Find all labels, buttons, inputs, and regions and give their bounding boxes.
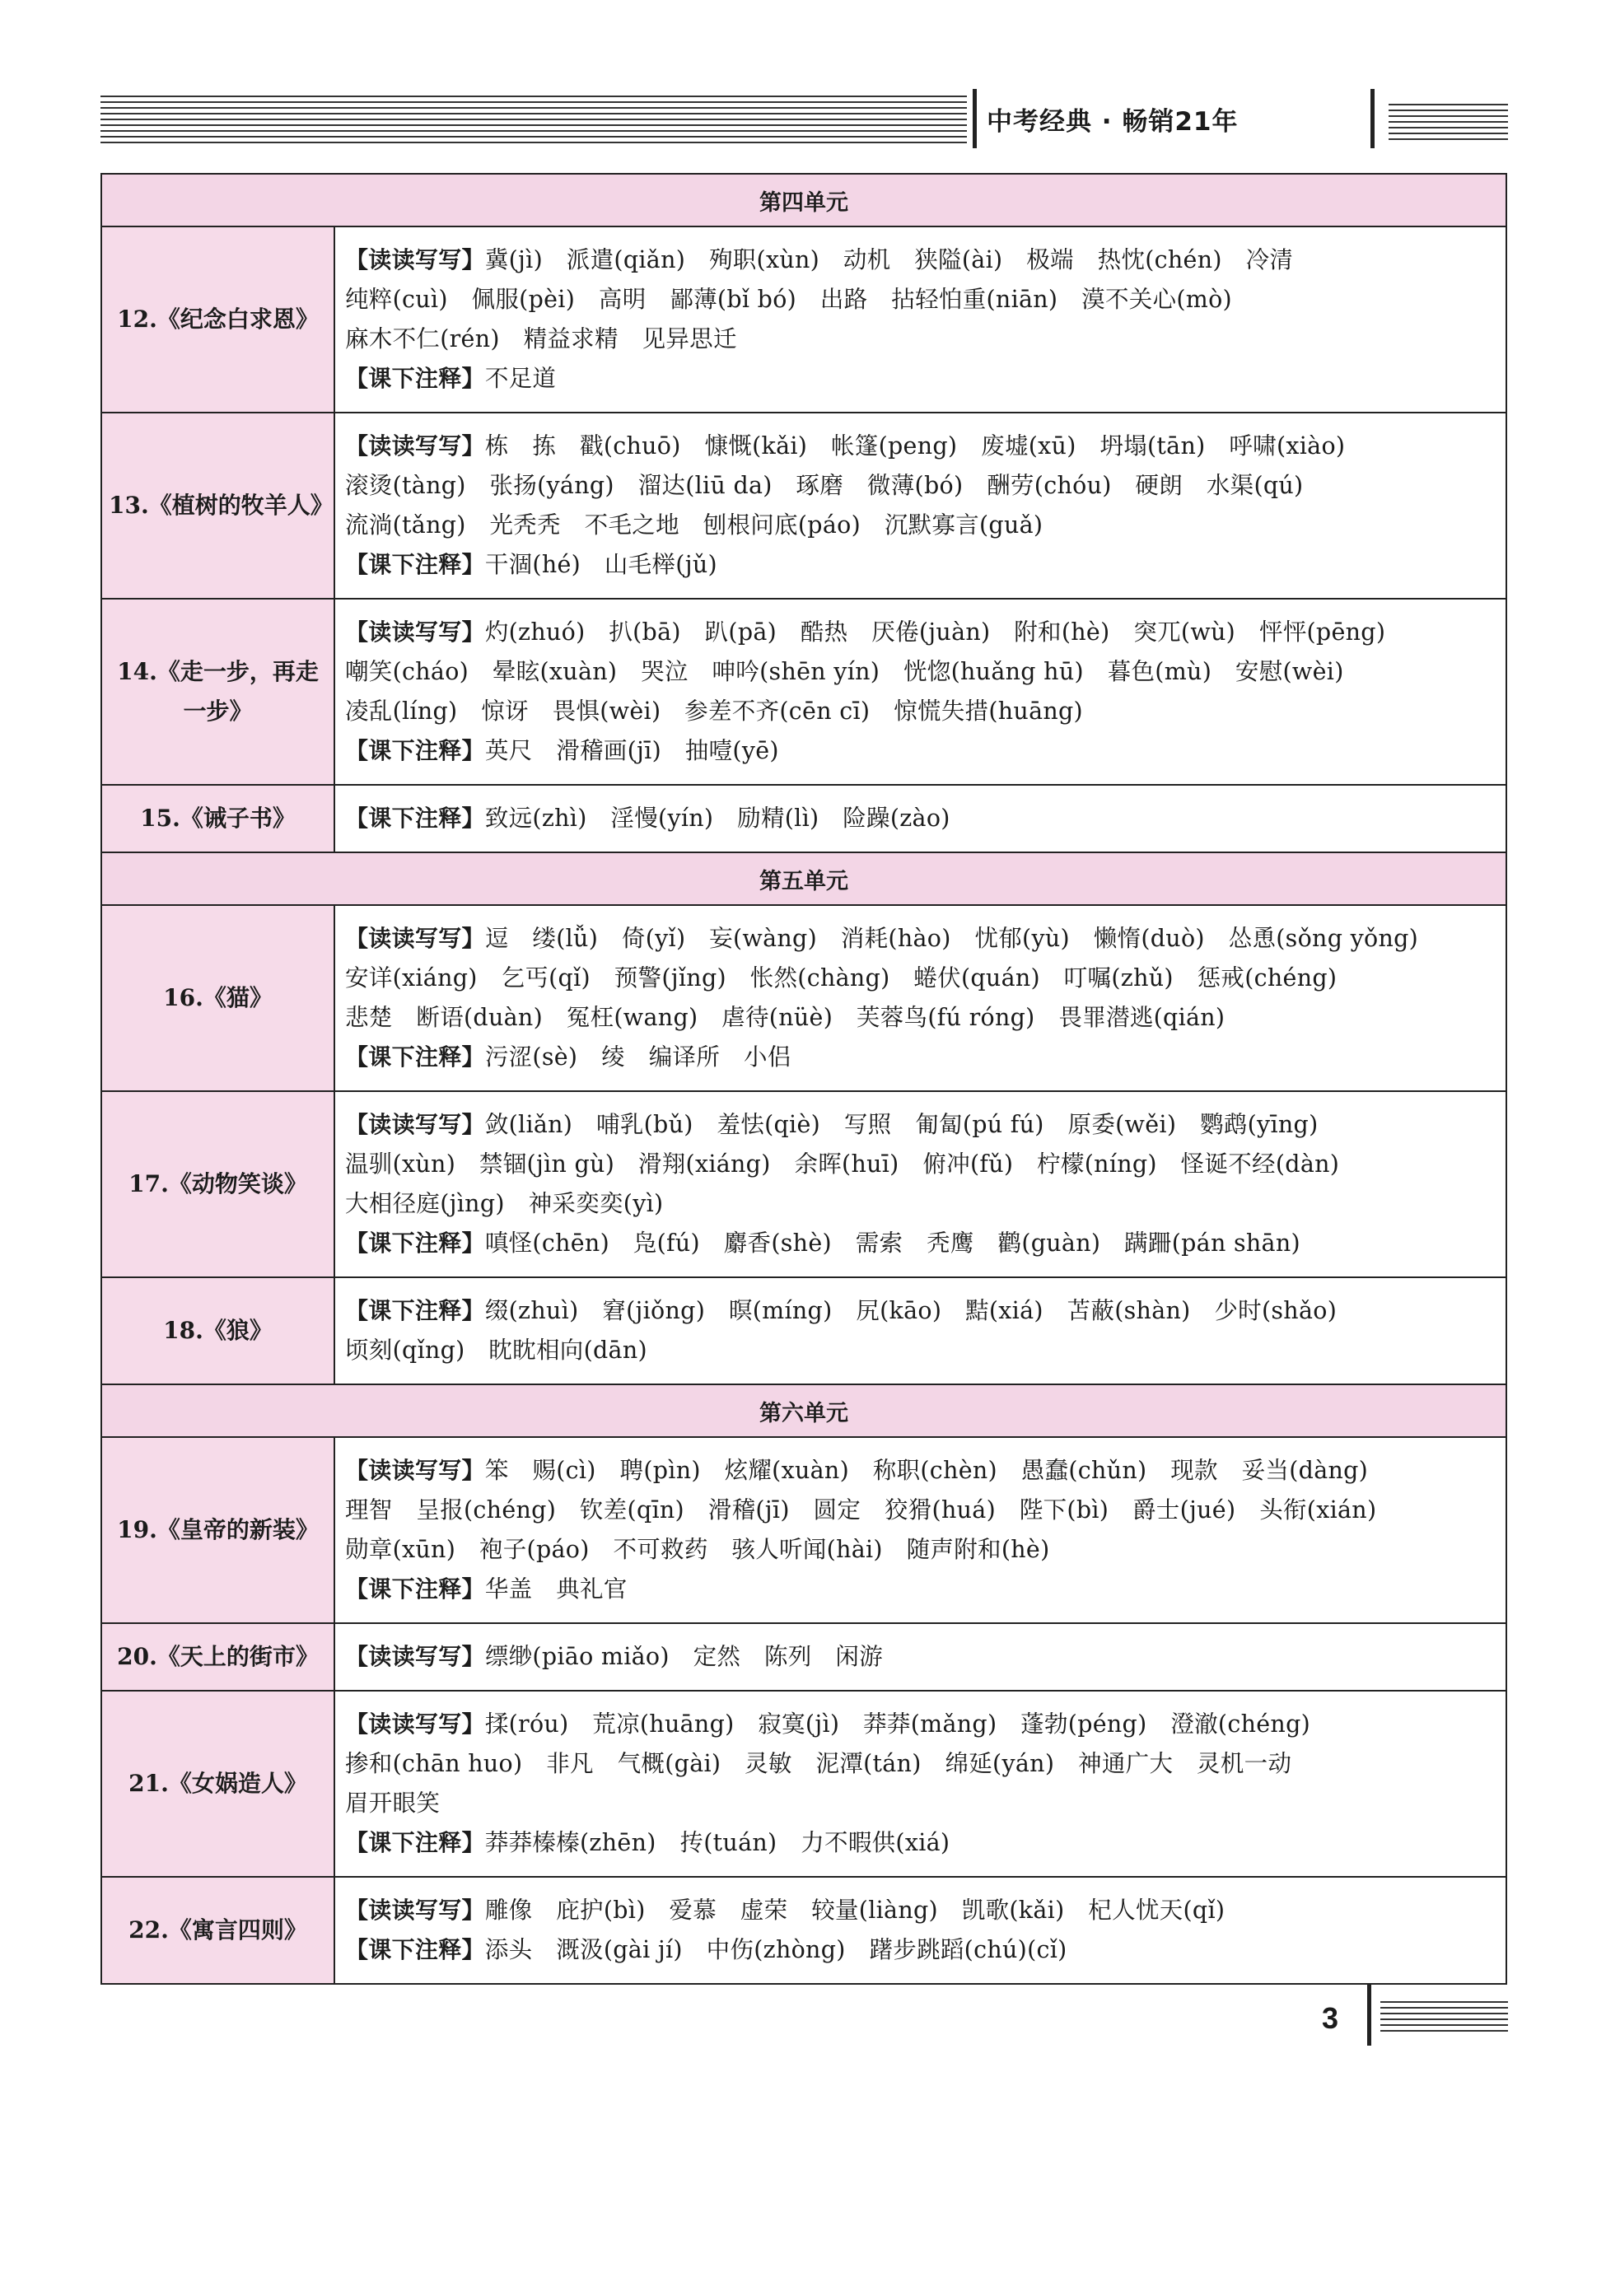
vocab-line [345,1930,1496,1970]
vocab-words: 理智 呈报(chéng) 钦差(qīn) 滑稽(jī) 圆定 狡猾(huá) 陛下(bì) 爵士(jué) 头衔(xián) [345,1496,1377,1524]
header-divider-left [973,89,977,148]
unit-title: 第六单元 [101,1384,1506,1437]
vocab-words: 流淌(tǎng) 光秃秃 不毛之地 刨根问底(páo) 沉默寡言(guǎ) [345,511,1043,539]
vocab-line [345,1744,1496,1784]
section-label: 【课下注释】 [345,1575,485,1603]
vocab-words: 缀(zhuì) 窘(jiǒng) 暝(míng) 尻(kāo) 黠(xiá) 苫蔽(shàn) 少时(shǎo) [484,1297,1338,1324]
vocab-words: 嘲笑(cháo) 晕眩(xuàn) 哭泣 呻吟(shēn yín) 恍惚(huǎng hū) 暮色(mù) 安慰(wèi) [345,658,1344,685]
vocab-words: 华盖 典礼官 [484,1575,628,1603]
lesson-title: 13.《植树的牧羊人》 [101,413,334,599]
vocab-line [345,545,1496,585]
vocab-line [345,1570,1496,1609]
vocab-words: 大相径庭(jìng) 神采奕奕(yì) [345,1190,664,1217]
vocab-words: 眉开眼笑 [345,1790,441,1817]
vocab-words: 悲楚 断语(duàn) 冤枉(wang) 虐待(nüè) 芙蓉鸟(fú róng) 畏罪潜逃(qián) [345,1004,1226,1031]
vocab-words: 滚烫(tàng) 张扬(yáng) 溜达(liū da) 琢磨 微薄(bó) 酬劳(chóu) 硬朗 水渠(qú) [345,472,1304,499]
vocab-line [345,1331,1496,1370]
lesson-vocabulary [334,1623,1506,1691]
vocab-words: 缥缈(piāo miǎo) 定然 陈列 闲游 [484,1643,884,1670]
section-label: 【读读写写】 [345,925,485,952]
vocab-line [345,280,1496,320]
unit-title: 第四单元 [101,174,1506,226]
vocab-line [345,1823,1496,1863]
vocab-line [345,1491,1496,1530]
lesson-vocabulary [334,1877,1506,1984]
vocab-words: 雕像 庇护(bì) 爱慕 虚荣 较量(liàng) 凯歌(kǎi) 杞人忧天(qǐ) [484,1897,1226,1924]
lesson-title: 19.《皇帝的新装》 [101,1437,334,1623]
lesson-row [101,905,1506,1091]
section-label: 【课下注释】 [345,1829,485,1856]
section-label: 【读读写写】 [345,1111,485,1138]
lesson-title: 21.《女娲造人》 [101,1691,334,1877]
vocab-line [345,359,1496,399]
section-label: 【读读写写】 [345,1710,485,1738]
vocab-line [345,998,1496,1038]
vocab-words: 致远(zhì) 淫慢(yín) 励精(lì) 险躁(zào) [484,805,950,832]
lesson-vocabulary [334,599,1506,785]
vocab-words: 莽莽榛榛(zhēn) 抟(tuán) 力不暇供(xiá) [484,1829,950,1856]
vocab-words: 麻木不仁(rén) 精益求精 见异思迁 [345,325,737,352]
lesson-title: 22.《寓言四则》 [101,1877,334,1984]
vocab-line [345,1291,1496,1331]
vocab-line [345,1224,1496,1263]
unit-header-row [101,174,1506,226]
vocab-words: 笨 赐(cì) 聘(pìn) 炫耀(xuàn) 称职(chèn) 愚蠢(chǔn) 现款 妥当(dàng) [484,1457,1369,1484]
vocab-words: 顷刻(qǐng) 眈眈相向(dān) [345,1337,647,1364]
vocab-line [345,466,1496,506]
lesson-vocabulary [334,785,1506,852]
vocab-line [345,320,1496,359]
vocab-words: 污涩(sè) 绫 编译所 小侣 [484,1043,791,1071]
vocab-line [345,1184,1496,1224]
vocab-words: 英尺 滑稽画(jī) 抽噎(yē) [484,737,779,764]
section-label: 【读读写写】 [345,618,485,646]
lesson-title: 16.《猫》 [101,905,334,1091]
lesson-row [101,1091,1506,1277]
vocab-line [345,1451,1496,1491]
section-label: 【课下注释】 [345,737,485,764]
vocab-line [345,731,1496,771]
vocab-words: 冀(jì) 派遣(qiǎn) 殉职(xùn) 动机 狭隘(ài) 极端 热忱(chén) 冷清 [484,246,1294,273]
vocab-line [345,240,1496,280]
vocab-line [345,1891,1496,1930]
footer-divider [1367,1985,1371,2046]
vocab-line [345,1637,1496,1677]
vocab-line [345,652,1496,692]
vocab-words: 掺和(chān huo) 非凡 气概(gài) 灵敏 泥潭(tán) 绵延(yán) 神通广大 灵机一动 [345,1750,1292,1777]
header-divider-right [1370,89,1375,148]
lesson-row [101,599,1506,785]
vocab-words: 不足道 [484,365,557,392]
lesson-title: 18.《狼》 [101,1277,334,1384]
header-rule-right [1389,104,1508,140]
section-label: 【课下注释】 [345,1297,485,1324]
vocab-line [345,1530,1496,1570]
page-footer [0,1985,1606,2051]
section-label: 【课下注释】 [345,1230,485,1257]
unit-header-row [101,852,1506,905]
lesson-title: 17.《动物笑谈》 [101,1091,334,1277]
lesson-row [101,1691,1506,1877]
section-label: 【课下注释】 [345,1936,485,1963]
vocab-line [345,613,1496,652]
lesson-title: 15.《诫子书》 [101,785,334,852]
vocab-line [345,1784,1496,1823]
lesson-vocabulary [334,1277,1506,1384]
section-label: 【课下注释】 [345,1043,485,1071]
footer-rule [1380,2001,1508,2036]
vocab-line [345,1105,1496,1145]
vocab-words: 安详(xiáng) 乞丐(qǐ) 预警(jǐng) 怅然(chàng) 蜷伏(quán) 叮嘱(zhǔ) 惩戒(chéng) [345,964,1338,992]
vocab-words: 栋 拣 戳(chuō) 慷慨(kǎi) 帐篷(peng) 废墟(xū) 坍塌(tān) 呼啸(xiào) [484,432,1346,460]
section-label: 【读读写写】 [345,1897,485,1924]
lesson-row [101,413,1506,599]
vocab-words: 嗔怪(chēn) 凫(fú) 麝香(shè) 需索 秃鹰 鹳(guàn) 蹒跚(pán shān) [484,1230,1300,1257]
section-label: 【读读写写】 [345,432,485,460]
section-label: 【课下注释】 [345,551,485,578]
section-label: 【课下注释】 [345,365,485,392]
vocab-line [345,1145,1496,1184]
vocab-line [345,919,1496,959]
lesson-title: 12.《纪念白求恩》 [101,226,334,413]
vocab-line [345,692,1496,731]
lesson-vocabulary [334,1691,1506,1877]
lesson-vocabulary [334,1437,1506,1623]
vocab-line [345,1705,1496,1744]
vocab-words: 凌乱(líng) 惊讶 畏惧(wèi) 参差不齐(cēn cī) 惊慌失措(huāng) [345,698,1083,725]
lesson-vocabulary [334,413,1506,599]
vocab-words: 添头 溉汲(gài jí) 中伤(zhòng) 躇步跳蹈(chú)(cǐ) [484,1936,1067,1963]
vocab-words: 逗 缕(lǚ) 倚(yǐ) 妄(wàng) 消耗(hào) 忧郁(yù) 懒惰(duò) 怂恿(sǒng yǒng) [484,925,1419,952]
header-rule-left [100,96,967,145]
section-label: 【读读写写】 [345,1457,485,1484]
page-header [0,89,1606,147]
vocab-line [345,427,1496,466]
lesson-row [101,1623,1506,1691]
section-label: 【读读写写】 [345,246,485,273]
vocab-line [345,799,1496,838]
unit-title: 第五单元 [101,852,1506,905]
vocab-words: 敛(liǎn) 哺乳(bǔ) 羞怯(qiè) 写照 匍匐(pú fú) 原委(wěi) 鹦鹉(yīng) [484,1111,1319,1138]
lesson-vocabulary [334,1091,1506,1277]
lesson-title: 20.《天上的街市》 [101,1623,334,1691]
section-label: 【读读写写】 [345,1643,485,1670]
lesson-row [101,226,1506,413]
series-title: 中考经典 · 畅销21年 [987,107,1239,137]
section-label: 【课下注释】 [345,805,485,832]
vocab-words: 干涸(hé) 山毛榉(jǔ) [484,551,717,578]
lesson-title: 14.《走一步，再走一步》 [101,599,334,785]
lesson-row [101,1437,1506,1623]
lesson-row [101,1277,1506,1384]
vocab-words: 揉(róu) 荒凉(huāng) 寂寞(jì) 莽莽(mǎng) 蓬勃(péng) 澄澈(chéng) [484,1710,1311,1738]
vocab-line [345,959,1496,998]
vocab-line [345,506,1496,545]
lesson-vocabulary [334,905,1506,1091]
vocab-words: 纯粹(cuì) 佩服(pèi) 高明 鄙薄(bǐ bó) 出路 拈轻怕重(niān) 漠不关心(mò) [345,286,1232,313]
vocab-line [345,1038,1496,1077]
vocab-words: 勋章(xūn) 袍子(páo) 不可救药 骇人听闻(hài) 随声附和(hè) [345,1536,1050,1563]
vocabulary-table [100,173,1507,1985]
lesson-row [101,785,1506,852]
page-number: 3 [1322,2001,1339,2035]
vocab-words: 温驯(xùn) 禁锢(jìn gù) 滑翔(xiáng) 余晖(huī) 俯冲(fǔ) 柠檬(níng) 怪诞不经(dàn) [345,1150,1340,1178]
unit-header-row [101,1384,1506,1437]
vocab-words: 灼(zhuó) 扒(bā) 趴(pā) 酷热 厌倦(juàn) 附和(hè) 突兀(wù) 怦怦(pēng) [484,618,1386,646]
lesson-vocabulary [334,226,1506,413]
lesson-row [101,1877,1506,1984]
